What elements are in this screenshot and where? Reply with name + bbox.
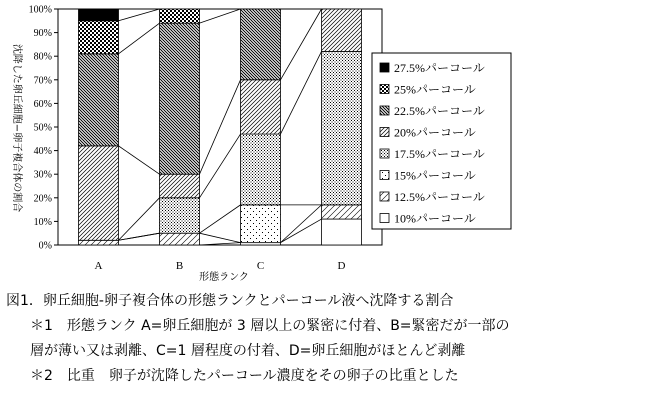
y-axis-label: 沈降した卵丘細胞−卵子複合体の割合 — [11, 43, 22, 213]
y-tick-label: 0% — [38, 240, 52, 252]
y-tick-label: 10% — [33, 216, 52, 228]
y-tick-label: 70% — [33, 75, 52, 87]
bar-segment-A-8 — [79, 9, 119, 21]
legend-label: 25%パーコール — [394, 82, 476, 97]
bar-segment-A-2 — [79, 240, 119, 245]
legend-label: 20%パーコール — [394, 125, 476, 140]
legend-label: 27.5%パーコール — [394, 61, 485, 75]
legend-label: 12.5%パーコール — [394, 190, 485, 204]
legend-label: 10%パーコール — [394, 211, 476, 226]
bar-segment-C-4 — [241, 134, 281, 205]
bar-segment-B-4 — [160, 198, 200, 233]
x-axis-label: 形態ランク — [199, 272, 249, 283]
y-tick-label: 90% — [33, 28, 52, 40]
legend-swatch — [380, 192, 389, 201]
bar-segment-D-5 — [322, 9, 362, 51]
y-tick-label: 20% — [33, 193, 52, 205]
legend-swatch — [380, 214, 389, 223]
legend — [372, 53, 511, 229]
bar-segment-C-6 — [241, 9, 281, 80]
bar-segment-B-6 — [160, 23, 200, 174]
legend-label: 22.5%パーコール — [394, 104, 485, 118]
legend-swatch — [380, 171, 389, 180]
y-tick-label: 40% — [33, 146, 52, 158]
legend-swatch — [380, 85, 389, 94]
bar-segment-D-4 — [322, 51, 362, 204]
x-tick-label-A: A — [94, 260, 103, 272]
bar-segment-B-5 — [160, 174, 200, 198]
x-tick-label-D: D — [337, 260, 346, 272]
y-tick-label: 100% — [28, 4, 52, 16]
figure-note-1-line-1: ＊1 形態ランク A=卵丘細胞が 3 層以上の緊密に付着、B=緊密だが一部の — [30, 318, 510, 334]
legend-label: 17.5%パーコール — [394, 147, 485, 161]
y-tick-label: 80% — [33, 51, 52, 63]
y-tick-label: 60% — [33, 98, 52, 110]
x-tick-label-C: C — [256, 260, 265, 272]
bar-segment-D-2 — [322, 205, 362, 219]
bar-segment-A-7 — [79, 21, 119, 54]
bar-segment-C-3 — [241, 205, 281, 243]
legend-swatch — [380, 149, 389, 158]
figure-caption-title: 図1．卵丘細胞-卵子複合体の形態ランクとパーコール液へ沈降する割合 — [6, 293, 454, 309]
bar-segment-B-2 — [160, 233, 200, 245]
bar-segment-B-7 — [160, 9, 200, 23]
y-tick-label: 30% — [33, 169, 52, 181]
bar-segment-D-1 — [322, 219, 362, 245]
legend-swatch — [380, 63, 389, 72]
bar-segment-A-5 — [79, 146, 119, 240]
x-tick-label-B: B — [175, 260, 184, 272]
bar-segment-A-6 — [79, 54, 119, 146]
figure-note-1-line-2: 層が薄い又は剥離、C=1 層程度の付着、D=卵丘細胞がほとんど剥離 — [30, 343, 466, 359]
y-tick-label: 50% — [33, 122, 52, 134]
bar-segment-C-5 — [241, 80, 281, 134]
legend-swatch — [380, 106, 389, 115]
legend-label: 15%パーコール — [394, 168, 476, 183]
figure-note-2: ＊2 比重 卵子が沈降したパーコール濃度をその卵子の比重とした — [30, 368, 459, 384]
legend-swatch — [380, 128, 389, 137]
